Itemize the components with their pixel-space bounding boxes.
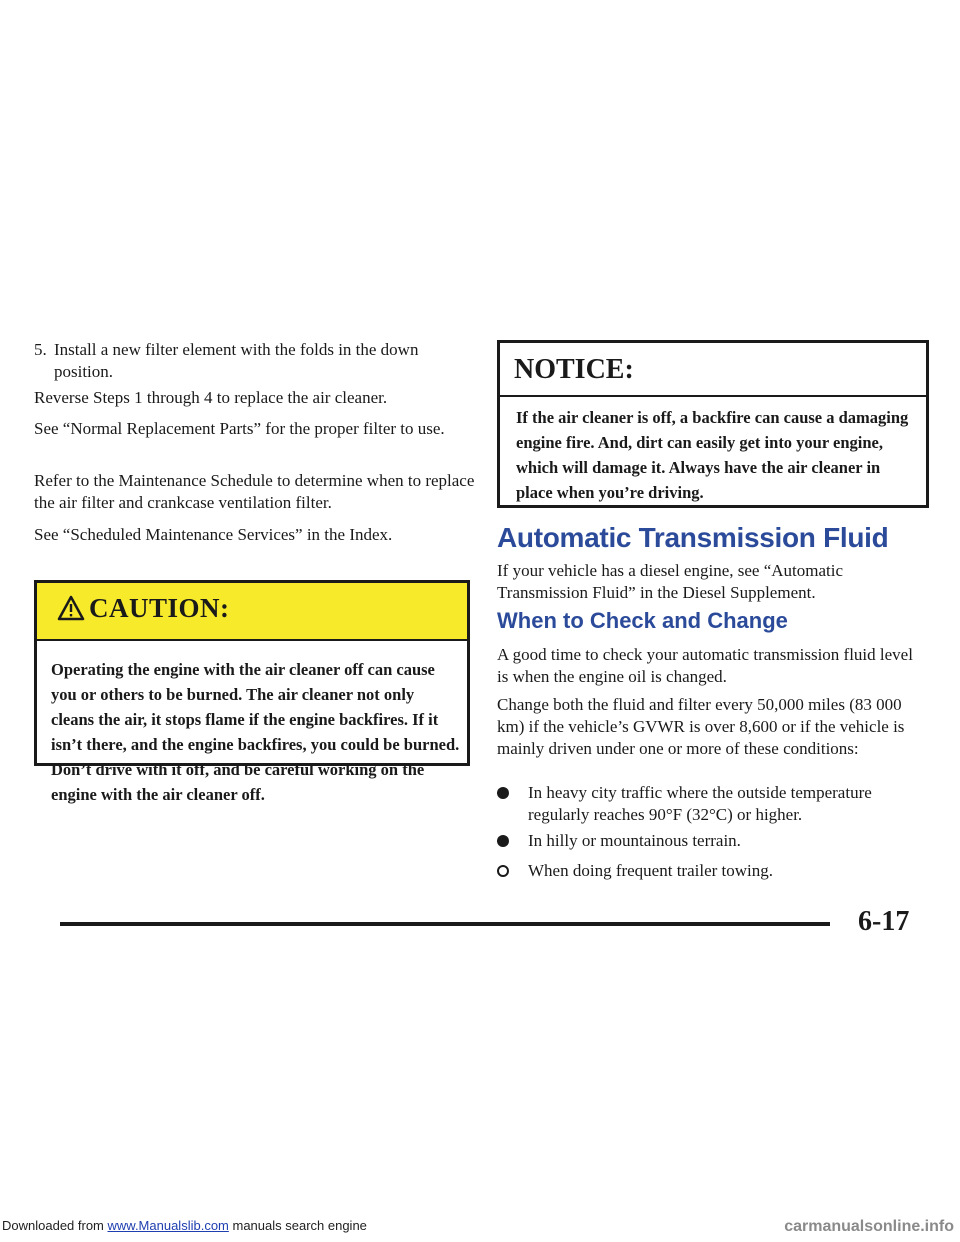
- warning-triangle-icon: [57, 595, 85, 621]
- bullet-icon: [497, 835, 509, 847]
- step-text: Install a new filter element with the folds in the down position.: [54, 340, 419, 381]
- list-item: [497, 830, 917, 852]
- list-item-text: In heavy city traffic where the outside temperature regularly reaches 90°F (32°C) or higher.: [528, 783, 872, 824]
- section-intro: If your vehicle has a diesel engine, see “Automatic Transmission Fluid” in the Diesel Supplement.: [497, 561, 844, 602]
- step-number: 5.: [34, 340, 47, 359]
- caution-body: Operating the engine with the air cleaner off can cause you or others to be burned. The air cleaner not only cleans the air, it stops flame if the engine backfires. If it isn’t there, and the engine backfires, you could be burned. Don’t drive with it off, and be careful working on the engine with the air cleaner off.: [51, 660, 460, 804]
- download-suffix: manuals search engine: [228, 1218, 367, 1233]
- section-title: Automatic Transmission Fluid: [497, 522, 889, 553]
- page-number: 6-17: [858, 906, 910, 937]
- notice-title: NOTICE:: [514, 354, 634, 385]
- watermark: carmanualsonline.info: [784, 1218, 954, 1235]
- caution-header: [37, 583, 467, 641]
- footer-rule: [60, 922, 830, 926]
- list-item-text: In hilly or mountainous terrain.: [528, 831, 741, 850]
- notice-box: [497, 340, 929, 508]
- paragraph-change-interval: Change both the fluid and filter every 50,000 miles (83 000 km) if the vehicle’s GVWR is over 8,600 or if the vehicle is mainly driven under one or more of these conditions:: [497, 695, 905, 758]
- manualslib-link[interactable]: www.Manualslib.com: [107, 1218, 229, 1233]
- step-5: [34, 339, 454, 383]
- caution-box: [34, 580, 470, 804]
- paragraph-reverse-steps: Reverse Steps 1 through 4 to replace the air cleaner.: [34, 388, 388, 407]
- list-item: [497, 860, 917, 882]
- download-footer: [0, 1212, 960, 1242]
- paragraph-check-time: A good time to check your automatic transmission fluid level is when the engine oil is changed.: [497, 645, 913, 686]
- subsection-title: When to Check and Change: [497, 608, 788, 633]
- paragraph-maintenance-schedule: Refer to the Maintenance Schedule to determine when to replace the air filter and crankcase ventilation filter.: [34, 471, 475, 512]
- caution-title: CAUTION:: [89, 593, 230, 623]
- bullet-icon: [497, 865, 509, 877]
- paragraph-normal-parts: See “Normal Replacement Parts” for the proper filter to use.: [34, 419, 445, 438]
- notice-body: If the air cleaner is off, a backfire can cause a damaging engine fire. And, dirt can easily get into your engine, which will damage it. Always have the air cleaner in place when you’re driving.: [516, 408, 909, 502]
- bullet-icon: [497, 787, 509, 799]
- notice-header: [500, 343, 926, 397]
- download-notice: [2, 1218, 367, 1233]
- paragraph-scheduled-services: See “Scheduled Maintenance Services” in the Index.: [34, 525, 393, 544]
- list-item: [497, 782, 917, 826]
- download-prefix: Downloaded from: [2, 1218, 108, 1233]
- list-item-text: When doing frequent trailer towing.: [528, 861, 774, 880]
